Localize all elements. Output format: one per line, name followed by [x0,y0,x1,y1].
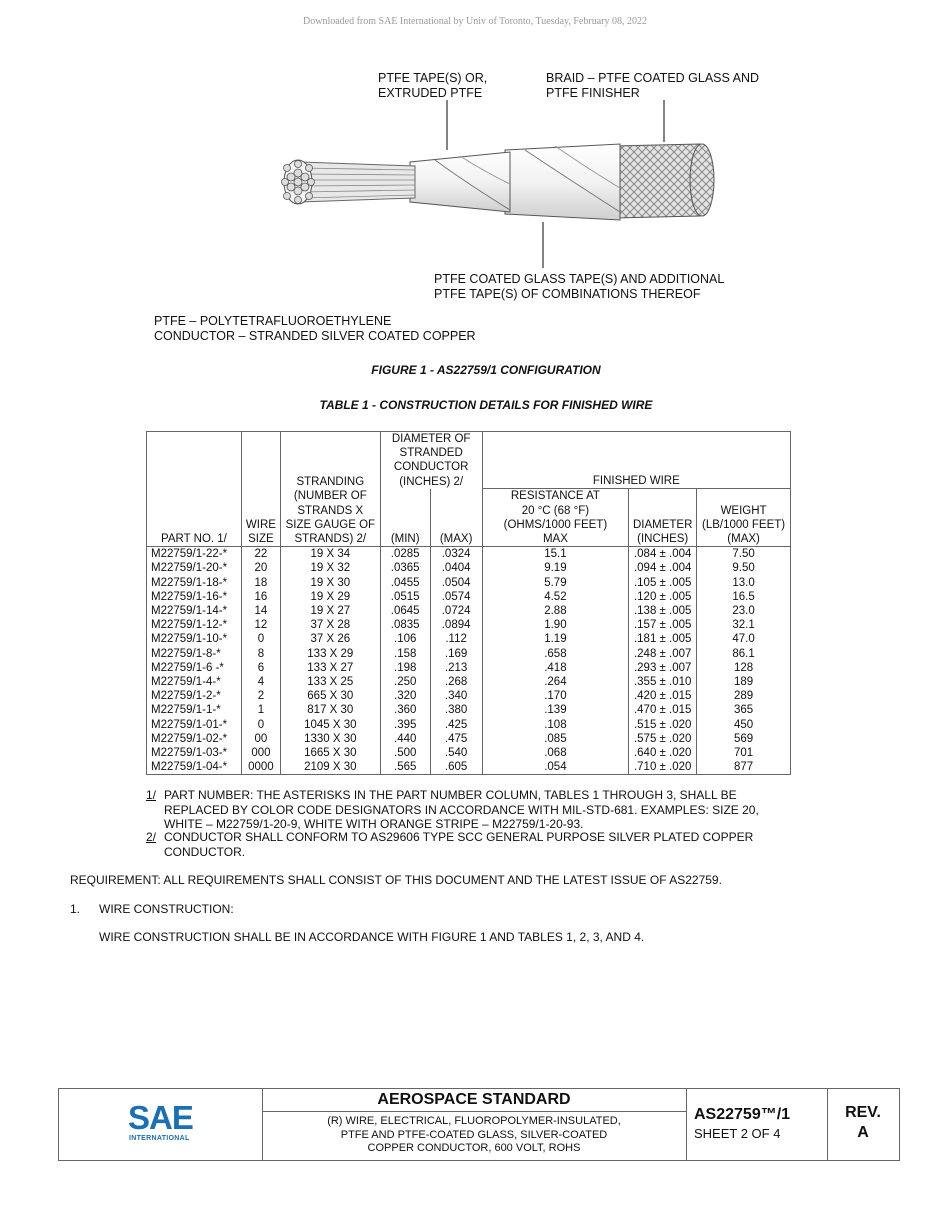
table-row [147,590,791,604]
table-cell: 23.0 [697,604,791,618]
header-line: WEIGHT [720,504,767,517]
table-cell: .138 ± .005 [629,604,697,618]
header-wire-size [241,432,280,547]
label-line: PTFE COATED GLASS TAPE(S) AND ADDITIONAL [434,272,725,286]
figure-caption: FIGURE 1 - AS22759/1 CONFIGURATION [371,363,601,377]
table-cell: 2 [241,689,280,703]
table-cell: .120 ± .005 [629,590,697,604]
table-cell: 1.19 [482,632,629,646]
table-cell: .084 ± .004 [629,547,697,562]
header-stranding [280,432,380,547]
header-line: MAX [542,532,568,545]
header-diameter-group [380,432,482,489]
title-line: COPPER CONDUCTOR, 600 VOLT, ROHS [367,1142,581,1154]
header-diameter [629,489,697,547]
table-cell: 9.50 [697,561,791,575]
table-cell: 4 [241,675,280,689]
header-max: (MAX) [430,489,482,547]
header-line: SIZE GAUGE OF [285,518,376,531]
table-cell: M22759/1-6 -* [147,661,242,675]
table-cell: .0455 [380,576,430,590]
table-cell: M22759/1-12-* [147,618,242,632]
header-line: (INCHES) [637,532,689,545]
table-caption: TABLE 1 - CONSTRUCTION DETAILS FOR FINISHED WIRE [319,398,653,412]
revision-label: REV. [845,1104,881,1121]
table-row [147,632,791,646]
header-line: STRANDED [399,447,463,460]
table-cell: .181 ± .005 [629,632,697,646]
footnote-2 [146,830,796,860]
table-cell: 18 [241,576,280,590]
table-cell: 37 X 26 [280,632,380,646]
label-line: PTFE TAPE(S) OR, [378,71,488,85]
table-cell: .068 [482,746,629,760]
section-1-title: WIRE CONSTRUCTION: [99,902,234,916]
table-cell: M22759/1-03-* [147,746,242,760]
table-cell: 19 X 34 [280,547,380,562]
footnote-line: REPLACED BY COLOR CODE DESIGNATORS IN ACCORDANCE WITH MIL-STD-681. EXAMPLES: SIZE 20, [164,802,759,817]
table-cell: 289 [697,689,791,703]
footnote-line: CONDUCTOR SHALL CONFORM TO AS29606 TYPE SCC GENERAL PURPOSE SILVER PLATED COPPER [164,830,754,844]
construction-details-table [146,431,791,775]
table-cell: .500 [380,746,430,760]
section-1-number: 1. [70,902,81,916]
table-cell: .565 [380,760,430,775]
header-line: STRANDS) 2/ [294,532,367,545]
title-cell [262,1089,687,1160]
label-braid [546,71,759,101]
header-line: (INCHES) 2/ [399,475,464,488]
table-cell: 20 [241,561,280,575]
table-cell: .0724 [430,604,482,618]
download-watermark: Downloaded from SAE International by Univ of Toronto, Tuesday, February 08, 2022 [303,16,647,27]
table-cell: .418 [482,661,629,675]
table-cell: .425 [430,718,482,732]
table-cell: .250 [380,675,430,689]
figure-legend [154,314,476,344]
table-row [147,718,791,732]
table-cell: 12 [241,618,280,632]
table-cell: M22759/1-10-* [147,632,242,646]
legend-line: CONDUCTOR – STRANDED SILVER COATED COPPER [154,329,476,343]
header-weight [697,489,791,547]
table-cell: .0835 [380,618,430,632]
label-line: BRAID – PTFE COATED GLASS AND [546,71,760,85]
table-cell: .380 [430,703,482,717]
table-row [147,689,791,703]
table-cell: .0365 [380,561,430,575]
header-line: DIAMETER [632,518,693,531]
table-cell: .0515 [380,590,430,604]
table-cell: .470 ± .015 [629,703,697,717]
header-line: 20 °C (68 °F) [521,504,590,517]
table-row [147,547,791,562]
table-cell: 133 X 27 [280,661,380,675]
revision-value: A [857,1124,869,1141]
header-min: (MIN) [380,489,430,547]
table-cell: .268 [430,675,482,689]
table-cell: .054 [482,760,629,775]
table-cell: .658 [482,647,629,661]
table-cell: M22759/1-22-* [147,547,242,562]
sheet-number: SHEET 2 OF 4 [694,1126,781,1141]
footnote-text [164,830,794,859]
table-cell: .640 ± .020 [629,746,697,760]
table-row [147,732,791,746]
table-cell: 1665 X 30 [280,746,380,760]
table-cell: 365 [697,703,791,717]
section-1-text: WIRE CONSTRUCTION SHALL BE IN ACCORDANCE WITH FIGURE 1 AND TABLES 1, 2, 3, AND 4. [99,930,645,944]
table-cell: 665 X 30 [280,689,380,703]
wire-cross-section-illustration [270,100,730,270]
table-cell: 19 X 30 [280,576,380,590]
table-cell: 0000 [241,760,280,775]
table-cell: 4.52 [482,590,629,604]
table-cell: 19 X 32 [280,561,380,575]
document-number: AS22759™/1 [694,1106,791,1123]
label-ptfe-tape [378,71,487,101]
table-cell: M22759/1-04-* [147,760,242,775]
table-cell: 86.1 [697,647,791,661]
table-cell: .108 [482,718,629,732]
legend-line: PTFE – POLYTETRAFLUOROETHYLENE [154,314,392,328]
table-cell: 5.79 [482,576,629,590]
table-cell: 569 [697,732,791,746]
table-cell: M22759/1-2-* [147,689,242,703]
table-cell: 0 [241,632,280,646]
table-cell: .355 ± .010 [629,675,697,689]
title-line: PTFE AND PTFE-COATED GLASS, SILVER-COATED [340,1128,608,1141]
label-line: PTFE FINISHER [546,86,640,100]
table-cell: .293 ± .007 [629,661,697,675]
table-cell: .515 ± .020 [629,718,697,732]
table-cell: 128 [697,661,791,675]
table-cell: .440 [380,732,430,746]
header-line: RESISTANCE AT [510,490,600,503]
table-cell: .0324 [430,547,482,562]
table-cell: 00 [241,732,280,746]
header-line: STRANDS X [297,504,364,517]
label-line: PTFE TAPE(S) OF COMBINATIONS THEREOF [434,287,701,301]
table-cell: 9.19 [482,561,629,575]
table-cell: 1 [241,703,280,717]
footnote-1 [146,788,796,832]
footnote-line: PART NUMBER: THE ASTERISKS IN THE PART NUMBER COLUMN, TABLES 1 THROUGH 3, SHALL BE [164,788,737,802]
table-cell: .605 [430,760,482,775]
table-cell: .0504 [430,576,482,590]
table-cell: .139 [482,703,629,717]
table-row [147,675,791,689]
table-cell: M22759/1-4-* [147,675,242,689]
table-row [147,746,791,760]
table-cell: M22759/1-14-* [147,604,242,618]
title-line: (R) WIRE, ELECTRICAL, FLUOROPOLYMER-INSULATED, [327,1115,621,1127]
table-cell: .0894 [430,618,482,632]
table-cell: M22759/1-02-* [147,732,242,746]
table-cell: .106 [380,632,430,646]
aerospace-standard-label: AEROSPACE STANDARD [262,1089,686,1112]
table-cell: .0285 [380,547,430,562]
table-cell: .158 [380,647,430,661]
table-cell: 13.0 [697,576,791,590]
table-cell: 14 [241,604,280,618]
header-line: SIZE [248,532,274,545]
table-cell: 0 [241,718,280,732]
header-line: (LB/1000 FEET) [702,518,786,531]
table-cell: .575 ± .020 [629,732,697,746]
table-cell: M22759/1-16-* [147,590,242,604]
table-cell: 1.90 [482,618,629,632]
table-cell: M22759/1-1-* [147,703,242,717]
table-cell: 19 X 29 [280,590,380,604]
revision-cell [827,1089,899,1160]
table-cell: 133 X 25 [280,675,380,689]
footnote-line: CONDUCTOR. [164,844,246,859]
table-cell: 16.5 [697,590,791,604]
table-cell: .105 ± .005 [629,576,697,590]
table-row [147,661,791,675]
doc-number-cell [686,1089,828,1160]
table-cell: 701 [697,746,791,760]
table-cell: .540 [430,746,482,760]
sae-logo: SAE [128,1099,193,1136]
table-cell: M22759/1-20-* [147,561,242,575]
header-line: (MAX) [727,532,760,545]
footnote-number: 1/ [146,788,157,802]
table-cell: .710 ± .020 [629,760,697,775]
table-cell: 877 [697,760,791,775]
table-cell: 8 [241,647,280,661]
header-part-no: PART NO. 1/ [147,432,242,547]
table-cell: .169 [430,647,482,661]
table-cell: 19 X 27 [280,604,380,618]
label-glass-tape [434,272,724,302]
table-cell: 15.1 [482,547,629,562]
table-cell: .395 [380,718,430,732]
label-line: EXTRUDED PTFE [378,86,483,100]
logo-cell [59,1089,263,1160]
sae-logo-subtext: INTERNATIONAL [129,1135,190,1142]
table-cell: 7.50 [697,547,791,562]
table-cell: 1330 X 30 [280,732,380,746]
table-cell: .170 [482,689,629,703]
table-cell: M22759/1-18-* [147,576,242,590]
table-cell: 000 [241,746,280,760]
table-row [147,561,791,575]
table-cell: 16 [241,590,280,604]
table-row [147,618,791,632]
table-cell: .0404 [430,561,482,575]
table-cell: .157 ± .005 [629,618,697,632]
header-line: CONDUCTOR [393,461,469,474]
table-cell: 1045 X 30 [280,718,380,732]
table-cell: 133 X 29 [280,647,380,661]
header-line: STRANDING [296,476,365,489]
footnote-number: 2/ [146,830,157,844]
table-cell: .213 [430,661,482,675]
table-row [147,604,791,618]
header-resistance [482,489,629,547]
header-line: (NUMBER OF [293,490,367,503]
table-cell: M22759/1-01-* [147,718,242,732]
table-cell: .198 [380,661,430,675]
table-cell: .264 [482,675,629,689]
table-cell: 6 [241,661,280,675]
table-cell: 47.0 [697,632,791,646]
header-line: WIRE [245,518,276,531]
document-title [262,1112,686,1156]
table-cell: .340 [430,689,482,703]
table-cell: 189 [697,675,791,689]
table-cell: .0574 [430,590,482,604]
table-row [147,576,791,590]
table-row [147,760,791,775]
table-cell: .0645 [380,604,430,618]
table-cell: 2.88 [482,604,629,618]
table-cell: .360 [380,703,430,717]
table-cell: 817 X 30 [280,703,380,717]
table-cell: 32.1 [697,618,791,632]
header-line: DIAMETER OF [391,433,471,445]
table-cell: 450 [697,718,791,732]
footnote-line: WHITE – M22759/1-20-9, WHITE WITH ORANGE STRIPE – M22759/1-20-93. [164,817,584,831]
footnote-text [164,788,794,832]
table-cell: 22 [241,547,280,562]
header-finished-wire: FINISHED WIRE [482,432,790,489]
header-line: (OHMS/1000 FEET) [503,518,608,531]
table-cell: .420 ± .015 [629,689,697,703]
table-cell: .085 [482,732,629,746]
table-cell: 2109 X 30 [280,760,380,775]
requirement-text: REQUIREMENT: ALL REQUIREMENTS SHALL CONSIST OF THIS DOCUMENT AND THE LATEST ISSUE OF AS22759. [70,873,722,887]
table-row [147,703,791,717]
title-block [58,1088,900,1161]
table-cell: M22759/1-8-* [147,647,242,661]
table-cell: .094 ± .004 [629,561,697,575]
table-cell: .475 [430,732,482,746]
table-cell: .112 [430,632,482,646]
table-cell: 37 X 28 [280,618,380,632]
table-row [147,647,791,661]
table-cell: .320 [380,689,430,703]
table-cell: .248 ± .007 [629,647,697,661]
